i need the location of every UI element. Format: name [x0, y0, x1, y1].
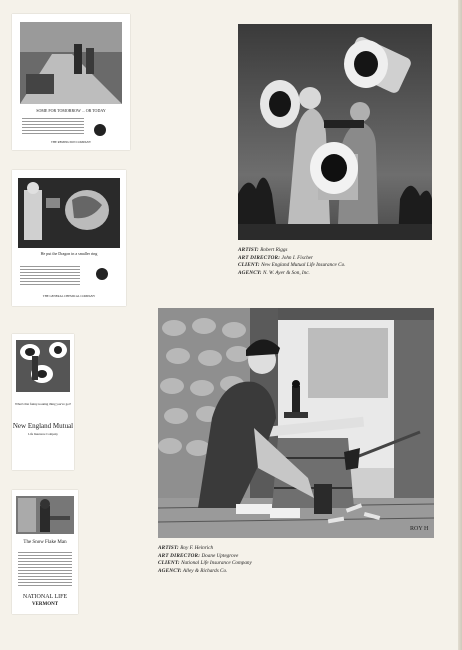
artist-signature: ROY H: [410, 526, 429, 532]
credit-row: CLIENT: New England Mutual Life Insurance Co.: [238, 262, 346, 268]
ad-thumbnail-3-brand: New England Mutual: [12, 422, 74, 430]
ad-thumbnail-1-illustration: [12, 14, 130, 150]
credit-row: AGENCY: N. W. Ayer & Son, Inc.: [238, 269, 310, 276]
heinrich-illustration: [158, 308, 434, 538]
ad-thumbnail-1-footer: THE REMINGTON COMPANY: [50, 140, 91, 144]
ad-thumbnail-4-headline: The Snow Flake Man: [23, 540, 67, 545]
ad-thumbnail-2-headline: He put the Dragon in a smaller ring: [40, 251, 98, 256]
ad-thumbnail-2-illustration: [12, 170, 126, 306]
ad-thumbnail-3-headline: What's that funny-looking thing you've got?: [14, 402, 72, 406]
credit-row: CLIENT: National Life Insurance Company: [158, 560, 252, 566]
illustration-plate-riggs: [238, 24, 432, 240]
ad-thumbnail-2: [12, 170, 126, 306]
credit-row: ARTIST: Robert Riggs: [238, 247, 288, 253]
riggs-illustration: [238, 24, 432, 240]
credit-row: ART DIRECTOR: John I. Fischer: [238, 254, 313, 261]
ad-thumbnail-1-headline: SOME FOR TOMORROW ... OR TODAY: [36, 108, 106, 113]
ad-thumbnail-3: [12, 334, 74, 470]
illustration-plate-heinrich: [158, 308, 434, 538]
ad-thumbnail-1: [12, 14, 130, 150]
ad-thumbnail-3-footer: Life Insurance Company: [28, 432, 58, 436]
ad-thumbnail-4-brand: NATIONAL LIFE: [22, 594, 68, 600]
ad-thumbnail-2-footer: THE GENERAL CHEMICAL COMPANY: [42, 294, 96, 298]
ad-thumbnail-4: [12, 490, 78, 614]
barrel-left: [260, 80, 300, 128]
credits-riggs: [238, 247, 346, 277]
page-edge-shadow: [458, 0, 462, 650]
ad-thumbnail-4-footer: VERMONT: [31, 602, 59, 607]
credit-row: ART DIRECTOR: Doane Uptegrove: [158, 552, 239, 559]
credit-row: AGENCY: Alley & Richards Co.: [158, 567, 228, 574]
credit-row: ARTIST: Roy F. Heinrich: [158, 545, 214, 551]
credits-heinrich: [158, 545, 252, 575]
